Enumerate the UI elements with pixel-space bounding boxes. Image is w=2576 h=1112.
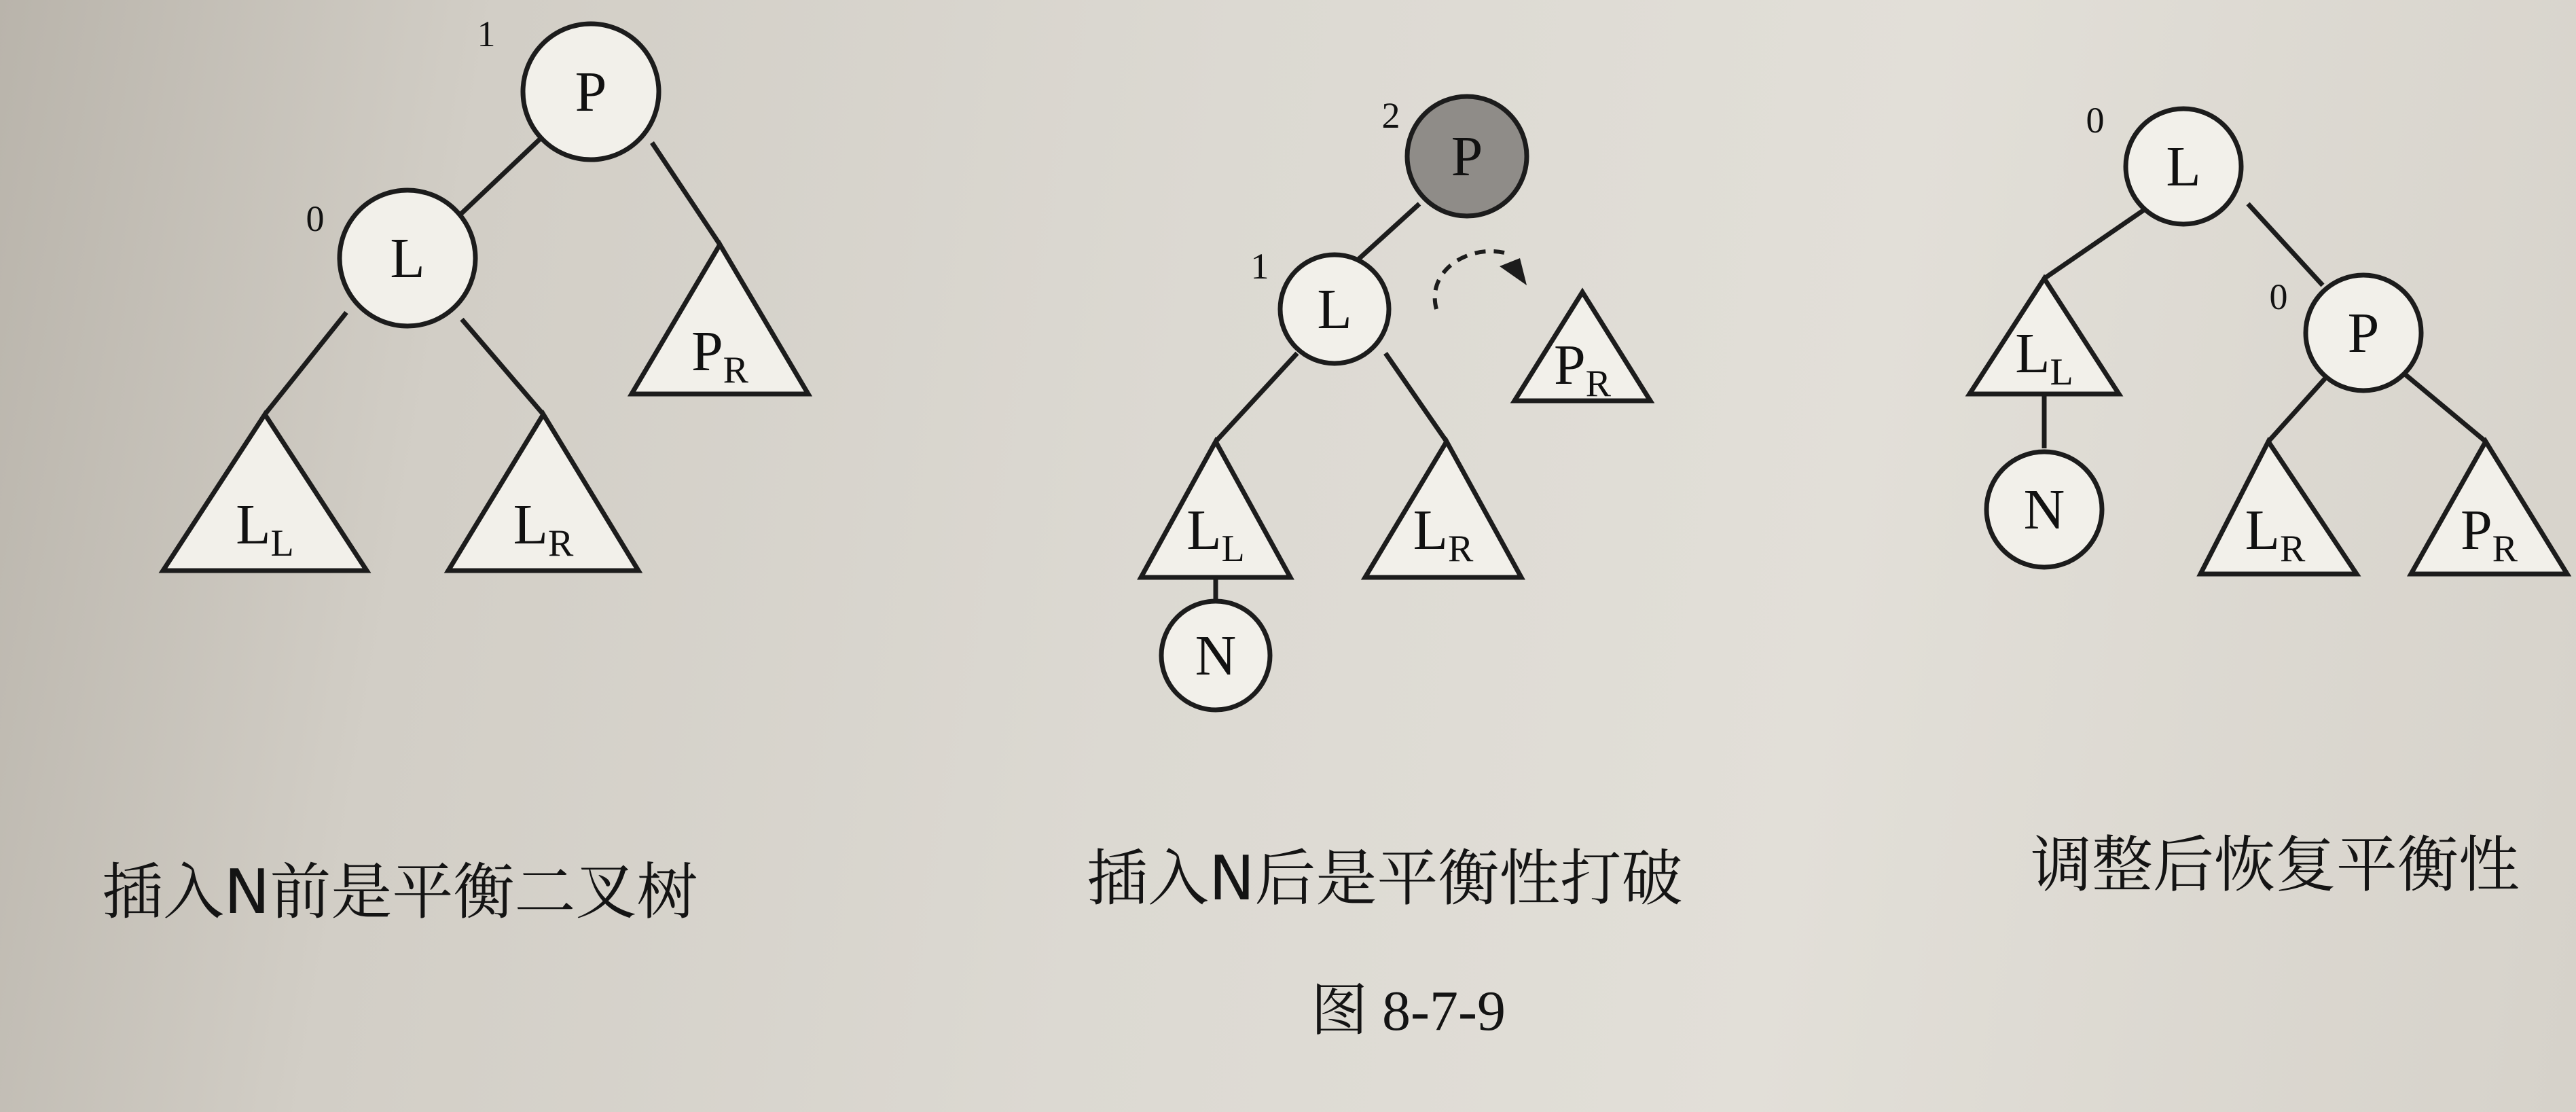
panel-after-rotation bbox=[1970, 100, 2567, 574]
rotation-arrow-head bbox=[1500, 258, 1527, 285]
node-p-label: P bbox=[1451, 125, 1483, 188]
caption-after-rotation: 调整后恢复平衡性 bbox=[2031, 829, 2520, 901]
node-l-label: L bbox=[390, 227, 425, 290]
node-p-balance: 0 bbox=[2269, 276, 2288, 317]
node-n-label: N bbox=[1195, 624, 1237, 687]
subtree-pr-label: PR bbox=[1553, 334, 1612, 405]
caption-before-insert: 插入N前是平衡二叉树 bbox=[102, 857, 698, 928]
node-l-balance: 0 bbox=[306, 198, 325, 239]
caption-after-insert: 插入N后是平衡性打破 bbox=[1087, 843, 1683, 914]
node-l-label: L bbox=[2166, 135, 2201, 198]
node-p-label: P bbox=[2347, 302, 2380, 365]
panel-after-insert bbox=[1141, 95, 1650, 710]
subtree-ll-label: LL bbox=[236, 493, 294, 564]
subtree-ll-label: LL bbox=[2015, 322, 2073, 393]
subtree-pr-label: PR bbox=[2460, 499, 2518, 570]
subtree-pr-label: PR bbox=[691, 320, 749, 391]
node-n-label: N bbox=[2023, 478, 2065, 541]
subtree-lr-label: LR bbox=[2245, 499, 2306, 570]
rotation-arrow bbox=[1435, 251, 1504, 309]
node-l-label: L bbox=[1317, 278, 1352, 341]
node-p-balance: 1 bbox=[477, 14, 496, 54]
subtree-ll-label: LL bbox=[1186, 499, 1245, 570]
panel-before-insert bbox=[163, 14, 808, 571]
subtree-lr-label: LR bbox=[1413, 499, 1474, 570]
node-p-label: P bbox=[575, 60, 607, 124]
node-l-balance: 0 bbox=[2086, 100, 2105, 141]
subtree-lr-label: LR bbox=[513, 493, 574, 564]
node-l-balance: 1 bbox=[1250, 246, 1269, 287]
node-p-balance: 2 bbox=[1381, 95, 1400, 136]
figure-number: 图 8-7-9 bbox=[1311, 980, 1506, 1043]
